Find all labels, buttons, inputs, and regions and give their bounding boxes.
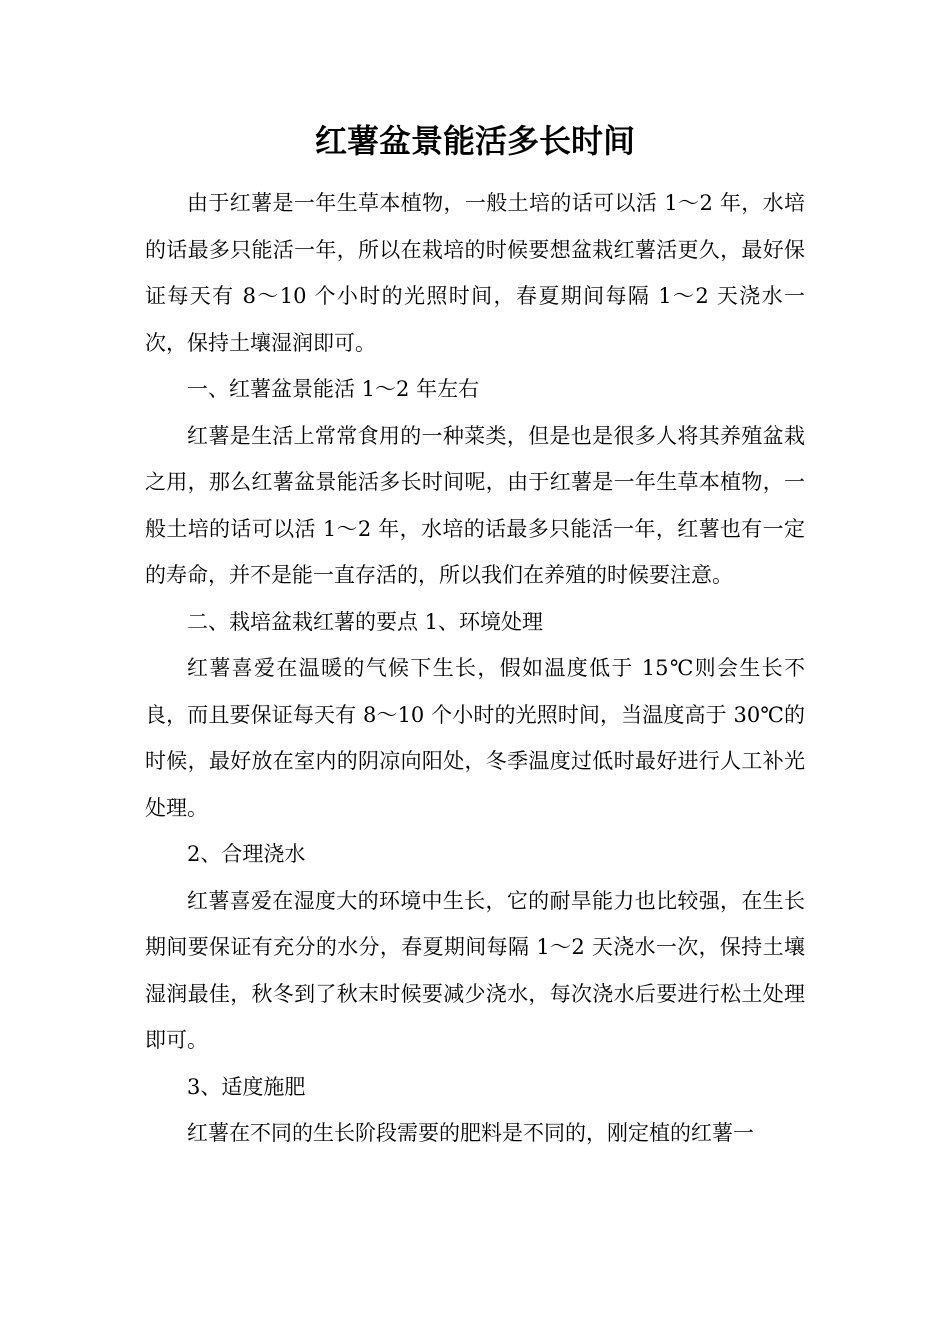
environment-paragraph: 红薯喜爱在温暖的气候下生长，假如温度低于 15℃则会生长不良，而且要保证每天有 8～10 个小时的光照时间，当温度高于 30℃的时候，最好放在室内的阴凉向阳处，冬季温度过低时最好进行人工补光处理。: [145, 656, 805, 820]
document-title: 红薯盆景能活多长时间: [314, 122, 635, 160]
watering-paragraph: 红薯喜爱在湿度大的环境中生长，它的耐旱能力也比较强，在生长期间要保证有充分的水分，春夏期间每隔 1～2 天浇水一次，保持土壤湿润最佳，秋冬到了秋末时候要减少浇水，每次浇水后要进行松土处理即可。: [145, 888, 805, 1052]
section-heading-lifespan: 一、红薯盆景能活 1～2 年左右: [187, 377, 480, 401]
fertilizing-paragraph: 红薯在不同的生长阶段需要的肥料是不同的，刚定植的红薯一: [187, 1121, 754, 1145]
lifespan-paragraph: 红薯是生活上常常食用的一种菜类，但是也是很多人将其养殖盆栽之用，那么红薯盆景能活多长时间呢，由于红薯是一年生草本植物，一般土培的话可以活 1～2 年，水培的话最多只能活一年，红薯也有一定的寿命，并不是能一直存活的，所以我们在养殖的时候要注意。: [145, 423, 805, 587]
section-heading-fertilizing: 3、适度施肥: [187, 1074, 306, 1099]
section-heading-cultivation: 二、栽培盆栽红薯的要点 1、环境处理: [187, 609, 544, 634]
document-body: [145, 180, 805, 1157]
intro-paragraph: 由于红薯是一年生草本植物，一般土培的话可以活 1～2 年，水培的话最多只能活一年，所以在栽培的时候要想盆栽红薯活更久，最好保证每天有 8～10 个小时的光照时间，春夏期间每隔 1～2 天浇水一次，保持土壤湿润即可。: [145, 191, 805, 355]
section-heading-watering: 2、合理浇水: [187, 842, 306, 866]
